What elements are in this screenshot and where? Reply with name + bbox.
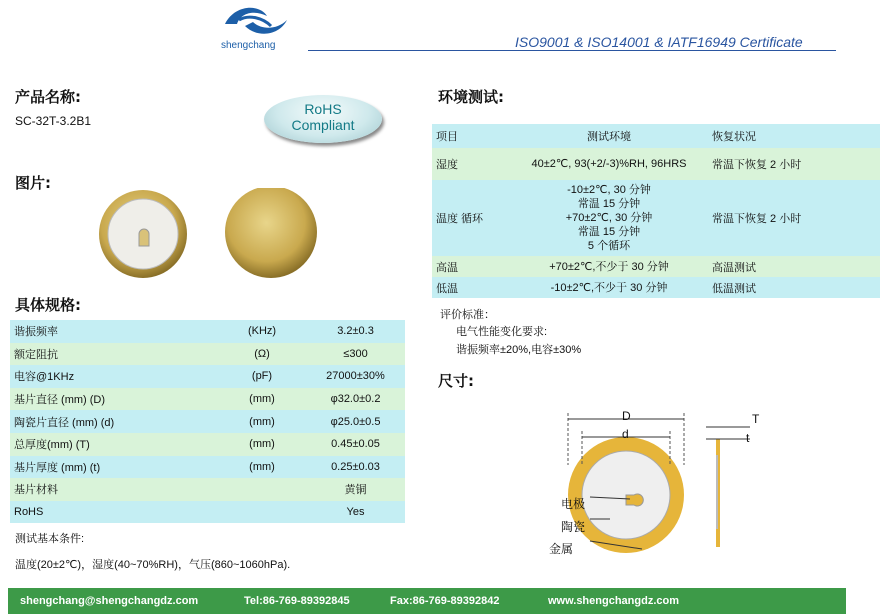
env-table bbox=[432, 124, 880, 298]
spec-row bbox=[10, 365, 405, 388]
env-title: 环境测试: bbox=[438, 88, 504, 106]
spec-unit bbox=[218, 478, 306, 501]
conditions-title: 测试基本条件: bbox=[15, 533, 85, 545]
spec-name: 谐振频率 bbox=[10, 320, 218, 343]
rohs-badge-line1: RoHS bbox=[304, 101, 342, 117]
spec-unit: (mm) bbox=[218, 388, 306, 411]
conditions-text: 温度(20±2℃)，湿度(40~70%RH)，气压(860~1060hPa). bbox=[15, 559, 291, 571]
env-condition-line: -10±2℃, 30 分钟 bbox=[567, 184, 651, 196]
spec-name: 电容@1KHz bbox=[10, 365, 218, 388]
footer-fax: Fax:86-769-89392842 bbox=[390, 595, 500, 607]
env-recovery: 高温测试 bbox=[708, 256, 880, 277]
env-header: 项目 bbox=[432, 124, 510, 148]
header-divider bbox=[308, 50, 836, 51]
footer-email[interactable]: shengchang@shengchangdz.com bbox=[20, 595, 199, 607]
spec-title: 具体规格: bbox=[15, 296, 81, 314]
spec-value: 0.25±0.03 bbox=[306, 456, 405, 479]
env-condition-line: +70±2℃,不少于 30 分钟 bbox=[549, 260, 669, 273]
spec-row bbox=[10, 388, 405, 411]
spec-value: φ25.0±0.5 bbox=[306, 410, 405, 433]
picture-title: 图片: bbox=[15, 174, 51, 192]
footer-bar bbox=[8, 588, 846, 614]
env-recovery: 低温测试 bbox=[708, 277, 880, 298]
env-condition-line: 常温 15 分钟 bbox=[577, 198, 641, 210]
env-item: 低温 bbox=[432, 277, 510, 298]
env-condition-line: 5 个循环 bbox=[587, 240, 631, 252]
company-logo bbox=[215, 2, 295, 54]
footer-tel: Tel:86-769-89392845 bbox=[244, 595, 350, 607]
label-t: t bbox=[746, 431, 750, 445]
spec-row bbox=[10, 343, 405, 366]
env-header-row bbox=[432, 124, 880, 148]
spec-row bbox=[10, 501, 405, 524]
spec-unit: (Ω) bbox=[218, 343, 306, 366]
rohs-badge-line2: Compliant bbox=[291, 117, 355, 133]
spec-name: RoHS bbox=[10, 501, 218, 524]
env-condition-line: 常温 15 分钟 bbox=[577, 226, 641, 238]
spec-row bbox=[10, 478, 405, 501]
label-metal: 金属 bbox=[549, 542, 574, 556]
env-row bbox=[432, 180, 880, 256]
spec-value: φ32.0±0.2 bbox=[306, 388, 405, 411]
product-name-title: 产品名称: bbox=[15, 88, 81, 106]
spec-unit: (KHz) bbox=[218, 320, 306, 343]
env-row bbox=[432, 277, 880, 298]
product-photo bbox=[95, 188, 335, 280]
spec-unit: (pF) bbox=[218, 365, 306, 388]
label-ceramic: 陶瓷 bbox=[561, 520, 586, 534]
env-header: 恢复状况 bbox=[708, 124, 880, 148]
env-condition bbox=[510, 256, 708, 277]
spec-value: 3.2±0.3 bbox=[306, 320, 405, 343]
env-condition-line: 40±2℃, 93(+2/-3)%RH, 96HRS bbox=[531, 158, 687, 170]
logo-mark bbox=[215, 2, 295, 42]
rohs-badge bbox=[264, 95, 382, 143]
spec-row bbox=[10, 456, 405, 479]
spec-name: 基片材料 bbox=[10, 478, 218, 501]
spec-name: 总厚度(mm) (T) bbox=[10, 433, 218, 456]
spec-unit: (mm) bbox=[218, 456, 306, 479]
env-header: 测试环境 bbox=[510, 124, 708, 148]
brand-name: shengchang bbox=[221, 40, 276, 51]
env-recovery: 常温下恢复 2 小时 bbox=[708, 180, 880, 256]
label-D: D bbox=[622, 409, 631, 423]
env-recovery: 常温下恢复 2 小时 bbox=[708, 148, 880, 180]
spec-row bbox=[10, 410, 405, 433]
env-item: 温度 循环 bbox=[432, 180, 510, 256]
spec-value: Yes bbox=[306, 501, 405, 524]
eval-line1: 电气性能变化要求: bbox=[456, 326, 548, 338]
env-condition bbox=[510, 180, 708, 256]
label-d: d bbox=[622, 427, 629, 441]
dimension-drawing bbox=[530, 405, 780, 560]
eval-title: 评价标准： bbox=[440, 309, 495, 321]
spec-value: 黄铜 bbox=[306, 478, 405, 501]
spec-name: 基片厚度 (mm) (t) bbox=[10, 456, 218, 479]
env-item: 湿度 bbox=[432, 148, 510, 180]
spec-value: 27000±30% bbox=[306, 365, 405, 388]
spec-table bbox=[10, 320, 405, 523]
certificate-text: ISO9001 & ISO14001 & IATF16949 Certificate bbox=[515, 34, 803, 50]
spec-row bbox=[10, 433, 405, 456]
eval-line2: 谐振频率±20%,电容±30% bbox=[456, 344, 582, 356]
product-model: SC-32T-3.2B1 bbox=[15, 114, 92, 128]
spec-unit: (mm) bbox=[218, 433, 306, 456]
env-condition-line: +70±2℃, 30 分钟 bbox=[565, 212, 653, 224]
spec-value: 0.45±0.05 bbox=[306, 433, 405, 456]
spec-value: ≤300 bbox=[306, 343, 405, 366]
env-condition bbox=[510, 277, 708, 298]
label-electrode: 电极 bbox=[561, 497, 586, 511]
spec-row bbox=[10, 320, 405, 343]
spec-unit: (mm) bbox=[218, 410, 306, 433]
spec-name: 额定阻抗 bbox=[10, 343, 218, 366]
footer-web[interactable]: www.shengchangdz.com bbox=[548, 595, 679, 607]
spec-name: 基片直径 (mm) (D) bbox=[10, 388, 218, 411]
dimension-title: 尺寸: bbox=[438, 372, 474, 390]
label-T: T bbox=[752, 412, 760, 426]
env-condition-line: -10±2℃,不少于 30 分钟 bbox=[550, 281, 668, 294]
env-condition bbox=[510, 148, 708, 180]
spec-name: 陶瓷片直径 (mm) (d) bbox=[10, 410, 218, 433]
env-item: 高温 bbox=[432, 256, 510, 277]
spec-unit bbox=[218, 501, 306, 524]
env-row bbox=[432, 148, 880, 180]
env-row bbox=[432, 256, 880, 277]
